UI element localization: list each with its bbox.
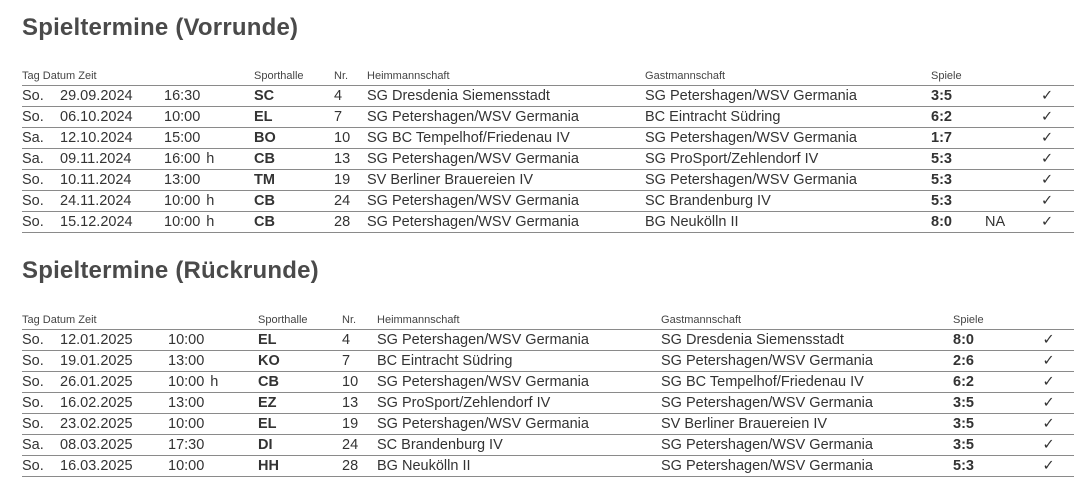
cell-gastmannschaft: SG Petershagen/WSV Germania <box>645 128 931 149</box>
cell-tag: So. <box>22 86 60 107</box>
check-icon: ✓ <box>1023 456 1074 477</box>
section-title-rueckrunde: Spieltermine (Rückrunde) <box>22 257 319 284</box>
cell-note <box>1013 414 1023 435</box>
cell-heimmannschaft: SG Petershagen/WSV Germania <box>377 372 661 393</box>
time-text: 10:00 <box>168 374 205 390</box>
cell-spiele: 5:3 <box>931 170 985 191</box>
header-check <box>1020 67 1074 86</box>
home-marker <box>200 109 206 125</box>
cell-zeit <box>164 149 254 170</box>
cell-nr: 13 <box>342 393 377 414</box>
cell-datum: 15.12.2024 <box>60 212 164 233</box>
home-marker <box>204 416 210 432</box>
cell-zeit <box>164 170 254 191</box>
cell-datum: 16.02.2025 <box>60 393 168 414</box>
cell-spiele: 2:6 <box>953 351 1013 372</box>
cell-tag: So. <box>22 372 60 393</box>
header-note <box>985 67 1020 86</box>
home-marker <box>204 395 210 411</box>
cell-nr: 19 <box>342 414 377 435</box>
time-text: 17:30 <box>168 437 205 453</box>
cell-spiele: 6:2 <box>953 372 1013 393</box>
cell-zeit <box>164 191 254 212</box>
home-marker <box>204 353 210 369</box>
cell-spiele: 3:5 <box>931 86 985 107</box>
home-marker: h <box>210 374 219 390</box>
cell-sporthalle: HH <box>258 456 342 477</box>
table-header-row <box>22 311 1074 330</box>
cell-datum: 16.03.2025 <box>60 456 168 477</box>
check-icon: ✓ <box>1023 372 1074 393</box>
time-text: 10:00 <box>164 109 201 125</box>
schedule-table-rueckrunde <box>22 311 1074 477</box>
cell-datum: 26.01.2025 <box>60 372 168 393</box>
home-marker <box>200 130 206 146</box>
time-text: 10:00 <box>164 193 201 209</box>
time-text: 16:00 <box>164 151 201 167</box>
cell-gastmannschaft: SG Petershagen/WSV Germania <box>661 393 953 414</box>
cell-gastmannschaft: SG Petershagen/WSV Germania <box>661 351 953 372</box>
cell-nr: 10 <box>342 372 377 393</box>
cell-gastmannschaft: SG Petershagen/WSV Germania <box>661 456 953 477</box>
cell-gastmannschaft: SG Dresdenia Siemensstadt <box>661 330 953 351</box>
cell-datum: 19.01.2025 <box>60 351 168 372</box>
cell-note <box>1013 456 1023 477</box>
cell-gastmannschaft: SC Brandenburg IV <box>645 191 931 212</box>
cell-zeit <box>168 393 258 414</box>
cell-sporthalle: EL <box>258 414 342 435</box>
table-body <box>22 330 1074 477</box>
cell-sporthalle: EZ <box>258 393 342 414</box>
cell-datum: 06.10.2024 <box>60 107 164 128</box>
check-icon: ✓ <box>1023 393 1074 414</box>
cell-tag: So. <box>22 212 60 233</box>
cell-gastmannschaft: BC Eintracht Südring <box>645 107 931 128</box>
check-icon: ✓ <box>1020 212 1074 233</box>
check-icon: ✓ <box>1020 86 1074 107</box>
cell-note <box>985 149 1020 170</box>
home-marker <box>200 88 206 104</box>
cell-gastmannschaft: SG Petershagen/WSV Germania <box>645 170 931 191</box>
cell-heimmannschaft: BC Eintracht Südring <box>377 351 661 372</box>
table-row <box>22 456 1074 477</box>
cell-nr: 28 <box>342 456 377 477</box>
cell-note <box>985 107 1020 128</box>
cell-nr: 24 <box>334 191 367 212</box>
header-note <box>1013 311 1023 330</box>
header-heimmannschaft: Heimmannschaft <box>377 311 661 330</box>
cell-nr: 4 <box>342 330 377 351</box>
table-row <box>22 107 1074 128</box>
cell-tag: So. <box>22 456 60 477</box>
home-marker <box>204 437 210 453</box>
check-icon: ✓ <box>1020 191 1074 212</box>
cell-nr: 24 <box>342 435 377 456</box>
table-row <box>22 128 1074 149</box>
table-row <box>22 86 1074 107</box>
cell-heimmannschaft: SG ProSport/Zehlendorf IV <box>377 393 661 414</box>
cell-note <box>1013 372 1023 393</box>
cell-heimmannschaft: SV Berliner Brauereien IV <box>367 170 645 191</box>
cell-spiele: 5:3 <box>931 191 985 212</box>
time-text: 16:30 <box>164 88 201 104</box>
section-title-vorrunde: Spieltermine (Vorrunde) <box>22 14 299 41</box>
cell-note <box>985 170 1020 191</box>
cell-tag: So. <box>22 414 60 435</box>
home-marker: h <box>206 193 215 209</box>
table-body <box>22 86 1074 233</box>
cell-sporthalle: EL <box>258 330 342 351</box>
cell-nr: 7 <box>334 107 367 128</box>
cell-datum: 08.03.2025 <box>60 435 168 456</box>
home-marker: h <box>206 214 215 230</box>
cell-note <box>1013 435 1023 456</box>
cell-note <box>985 86 1020 107</box>
cell-zeit <box>168 435 258 456</box>
header-check <box>1023 311 1074 330</box>
cell-heimmannschaft: SG Petershagen/WSV Germania <box>367 191 645 212</box>
cell-note <box>1013 351 1023 372</box>
cell-datum: 10.11.2024 <box>60 170 164 191</box>
cell-zeit <box>168 456 258 477</box>
check-icon: ✓ <box>1023 414 1074 435</box>
table-row <box>22 212 1074 233</box>
header-nr: Nr. <box>342 311 377 330</box>
cell-sporthalle: CB <box>254 149 334 170</box>
cell-zeit <box>164 212 254 233</box>
cell-gastmannschaft: BG Neukölln II <box>645 212 931 233</box>
cell-sporthalle: CB <box>254 212 334 233</box>
header-tag-datum-zeit: Tag Datum Zeit <box>22 311 258 330</box>
cell-sporthalle: CB <box>258 372 342 393</box>
time-text: 15:00 <box>164 130 201 146</box>
cell-spiele: 5:3 <box>953 456 1013 477</box>
table-row <box>22 191 1074 212</box>
cell-heimmannschaft: SG Petershagen/WSV Germania <box>367 149 645 170</box>
header-spiele: Spiele <box>931 67 985 86</box>
cell-note <box>1013 330 1023 351</box>
time-text: 10:00 <box>164 214 201 230</box>
header-sporthalle: Sporthalle <box>258 311 342 330</box>
cell-heimmannschaft: SG Petershagen/WSV Germania <box>367 212 645 233</box>
cell-spiele: 8:0 <box>931 212 985 233</box>
time-text: 13:00 <box>168 353 205 369</box>
check-icon: ✓ <box>1020 128 1074 149</box>
cell-datum: 24.11.2024 <box>60 191 164 212</box>
cell-datum: 12.01.2025 <box>60 330 168 351</box>
table-row <box>22 149 1074 170</box>
cell-datum: 09.11.2024 <box>60 149 164 170</box>
cell-gastmannschaft: SG BC Tempelhof/Friedenau IV <box>661 372 953 393</box>
cell-heimmannschaft: BG Neukölln II <box>377 456 661 477</box>
header-heimmannschaft: Heimmannschaft <box>367 67 645 86</box>
cell-gastmannschaft: SG Petershagen/WSV Germania <box>661 435 953 456</box>
cell-spiele: 8:0 <box>953 330 1013 351</box>
cell-zeit <box>168 330 258 351</box>
cell-sporthalle: SC <box>254 86 334 107</box>
cell-note: NA <box>985 212 1020 233</box>
cell-zeit <box>164 107 254 128</box>
cell-heimmannschaft: SG Petershagen/WSV Germania <box>377 330 661 351</box>
time-text: 10:00 <box>168 332 205 348</box>
header-sporthalle: Sporthalle <box>254 67 334 86</box>
table-row <box>22 435 1074 456</box>
cell-note <box>985 128 1020 149</box>
cell-tag: Sa. <box>22 128 60 149</box>
cell-heimmannschaft: SG BC Tempelhof/Friedenau IV <box>367 128 645 149</box>
check-icon: ✓ <box>1020 170 1074 191</box>
cell-nr: 13 <box>334 149 367 170</box>
cell-sporthalle: CB <box>254 191 334 212</box>
schedule-table-vorrunde <box>22 67 1074 233</box>
cell-sporthalle: DI <box>258 435 342 456</box>
check-icon: ✓ <box>1023 330 1074 351</box>
cell-gastmannschaft: SV Berliner Brauereien IV <box>661 414 953 435</box>
cell-tag: So. <box>22 170 60 191</box>
cell-spiele: 3:5 <box>953 414 1013 435</box>
cell-zeit <box>164 128 254 149</box>
cell-heimmannschaft: SG Petershagen/WSV Germania <box>367 107 645 128</box>
cell-datum: 23.02.2025 <box>60 414 168 435</box>
time-text: 10:00 <box>168 458 205 474</box>
cell-tag: So. <box>22 191 60 212</box>
table-row <box>22 351 1074 372</box>
cell-heimmannschaft: SG Dresdenia Siemensstadt <box>367 86 645 107</box>
cell-heimmannschaft: SC Brandenburg IV <box>377 435 661 456</box>
cell-zeit <box>168 351 258 372</box>
time-text: 13:00 <box>164 172 201 188</box>
cell-sporthalle: EL <box>254 107 334 128</box>
cell-heimmannschaft: SG Petershagen/WSV Germania <box>377 414 661 435</box>
cell-zeit <box>164 86 254 107</box>
cell-spiele: 3:5 <box>953 435 1013 456</box>
cell-note <box>985 191 1020 212</box>
cell-nr: 28 <box>334 212 367 233</box>
table-row <box>22 330 1074 351</box>
cell-note <box>1013 393 1023 414</box>
cell-spiele: 6:2 <box>931 107 985 128</box>
check-icon: ✓ <box>1020 149 1074 170</box>
time-text: 10:00 <box>168 416 205 432</box>
cell-zeit <box>168 414 258 435</box>
cell-gastmannschaft: SG Petershagen/WSV Germania <box>645 86 931 107</box>
header-spiele: Spiele <box>953 311 1013 330</box>
table-row <box>22 393 1074 414</box>
home-marker <box>200 172 206 188</box>
check-icon: ✓ <box>1023 435 1074 456</box>
cell-spiele: 1:7 <box>931 128 985 149</box>
check-icon: ✓ <box>1023 351 1074 372</box>
cell-gastmannschaft: SG ProSport/Zehlendorf IV <box>645 149 931 170</box>
header-gastmannschaft: Gastmannschaft <box>645 67 931 86</box>
cell-zeit <box>168 372 258 393</box>
check-icon: ✓ <box>1020 107 1074 128</box>
table-row <box>22 414 1074 435</box>
cell-sporthalle: BO <box>254 128 334 149</box>
header-tag-datum-zeit: Tag Datum Zeit <box>22 67 254 86</box>
cell-nr: 10 <box>334 128 367 149</box>
cell-spiele: 5:3 <box>931 149 985 170</box>
table-row <box>22 372 1074 393</box>
cell-nr: 19 <box>334 170 367 191</box>
cell-tag: So. <box>22 351 60 372</box>
header-gastmannschaft: Gastmannschaft <box>661 311 953 330</box>
home-marker <box>204 458 210 474</box>
cell-tag: Sa. <box>22 435 60 456</box>
home-marker: h <box>206 151 215 167</box>
cell-nr: 4 <box>334 86 367 107</box>
cell-tag: So. <box>22 330 60 351</box>
cell-nr: 7 <box>342 351 377 372</box>
time-text: 13:00 <box>168 395 205 411</box>
cell-datum: 12.10.2024 <box>60 128 164 149</box>
cell-tag: So. <box>22 393 60 414</box>
cell-sporthalle: KO <box>258 351 342 372</box>
cell-tag: Sa. <box>22 149 60 170</box>
cell-spiele: 3:5 <box>953 393 1013 414</box>
header-nr: Nr. <box>334 67 367 86</box>
cell-datum: 29.09.2024 <box>60 86 164 107</box>
table-row <box>22 170 1074 191</box>
home-marker <box>204 332 210 348</box>
table-header-row <box>22 67 1074 86</box>
cell-sporthalle: TM <box>254 170 334 191</box>
cell-tag: So. <box>22 107 60 128</box>
